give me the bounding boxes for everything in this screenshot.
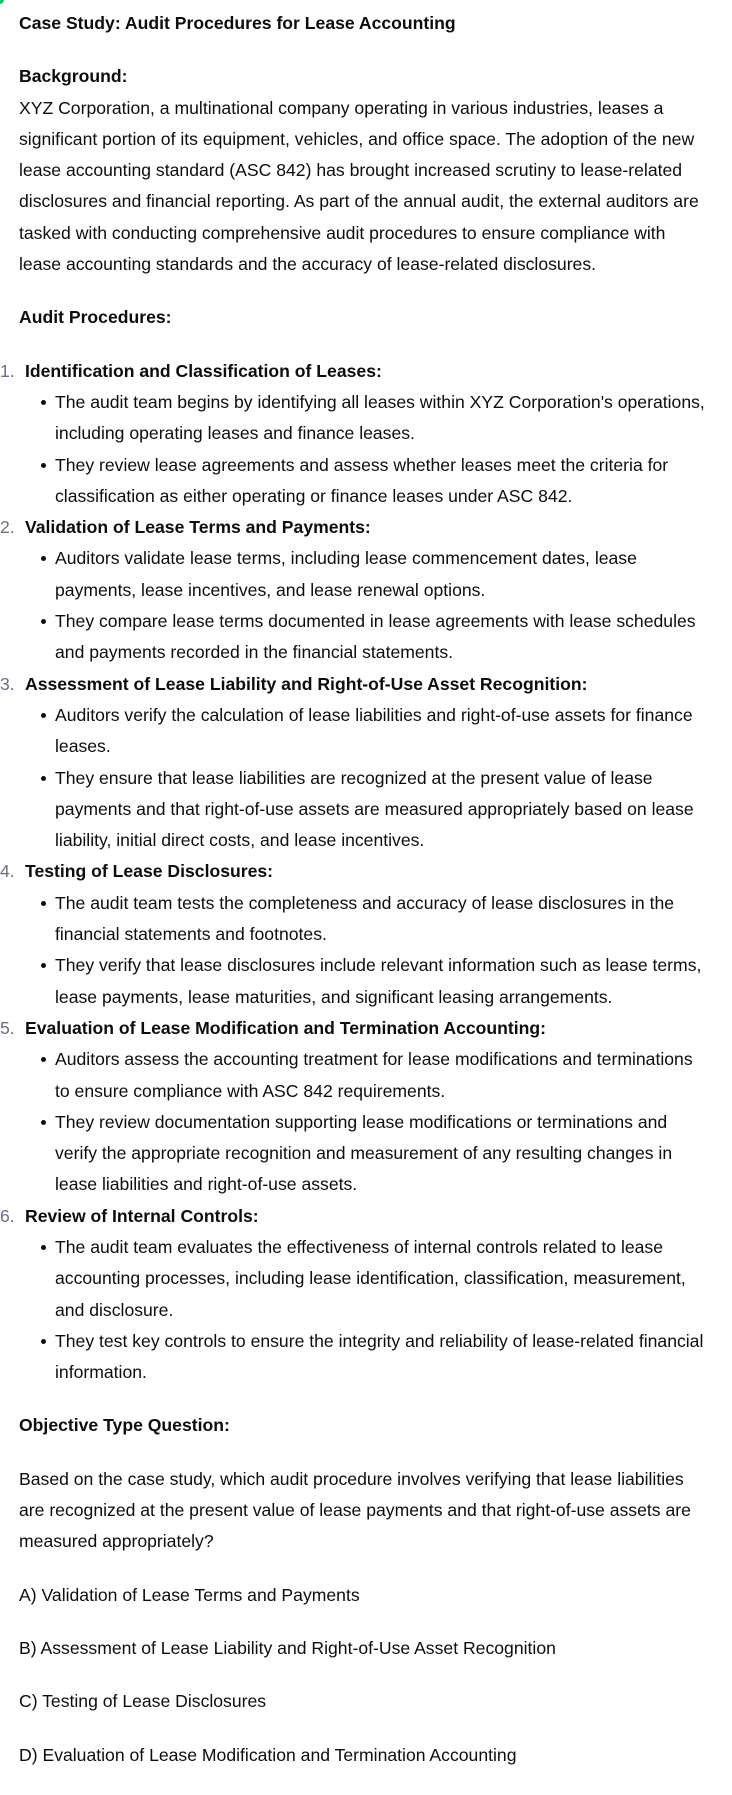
background-text: XYZ Corporation, a multinational company operating in various industries, leases a significant portion of its equipment, vehicles, and office space. The adoption of the new lease accounting standard (ASC 842) has brought increased scrutiny to lease-related disclosures and financial reporting. As part of the annual audit, the external auditors are tasked with conducting comprehensive audit procedures to ensure compliance with lease accounting standards and the accuracy of lease-related disclosures. bbox=[19, 97, 699, 275]
answer-option-c: C) Testing of Lease Disclosures bbox=[19, 1691, 267, 1712]
procedure-item bbox=[0, 669, 711, 857]
procedure-bullets bbox=[25, 387, 711, 512]
answer-option-d: D) Evaluation of Lease Modification and Termination Accounting bbox=[19, 1744, 517, 1765]
procedure-title: Review of Internal Controls: bbox=[25, 1205, 259, 1226]
procedure-title: Testing of Lease Disclosures: bbox=[25, 861, 274, 882]
procedure-bullets bbox=[25, 888, 711, 1013]
answer-option-b: B) Assessment of Lease Liability and Right-of-Use Asset Recognition bbox=[19, 1637, 556, 1658]
question-heading: Objective Type Question: bbox=[19, 1415, 230, 1436]
procedure-item bbox=[0, 856, 711, 1012]
document bbox=[0, 8, 711, 1771]
procedure-number: 4. bbox=[0, 861, 15, 882]
bullet-item: They ensure that lease liabilities are recognized at the present value of lease payments and that right-of-use assets are measured appropriately based on lease liability, initial direct costs, and lease incentives. bbox=[25, 763, 711, 857]
bullet-item: They test key controls to ensure the integrity and reliability of lease-related financial information. bbox=[25, 1326, 711, 1389]
background-heading: Background: bbox=[19, 66, 128, 87]
procedure-bullets bbox=[25, 1232, 711, 1388]
procedure-number: 6. bbox=[0, 1205, 15, 1226]
audit-procedures-heading: Audit Procedures: bbox=[19, 307, 172, 328]
procedure-number: 5. bbox=[0, 1017, 15, 1038]
procedure-title: Validation of Lease Terms and Payments: bbox=[25, 517, 371, 538]
bullet-item: They compare lease terms documented in lease agreements with lease schedules and payments recorded in the financial statements. bbox=[25, 606, 711, 669]
procedure-item bbox=[0, 1201, 711, 1389]
procedure-bullets bbox=[25, 700, 711, 856]
bullet-item: Auditors validate lease terms, including lease commencement dates, lease payments, lease incentives, and lease renewal options. bbox=[25, 543, 711, 606]
procedure-title: Identification and Classification of Leases: bbox=[25, 360, 382, 381]
bullet-item: The audit team tests the completeness and accuracy of lease disclosures in the financial statements and footnotes. bbox=[25, 888, 711, 951]
procedure-bullets bbox=[25, 543, 711, 668]
question-text: Based on the case study, which audit procedure involves verifying that lease liabilities are recognized at the present value of lease payments and that right-of-use assets are measured appropriately? bbox=[19, 1468, 691, 1552]
bullet-item: The audit team evaluates the effectiveness of internal controls related to lease accounting processes, including lease identification, classification, measurement, and disclosure. bbox=[25, 1232, 711, 1326]
bullet-item: Auditors assess the accounting treatment for lease modifications and terminations to ensure compliance with ASC 842 requirements. bbox=[25, 1044, 711, 1107]
answer-options bbox=[19, 1580, 711, 1771]
procedure-item bbox=[0, 1013, 711, 1201]
procedure-item bbox=[0, 356, 711, 512]
procedure-title: Evaluation of Lease Modification and Termination Accounting: bbox=[25, 1017, 546, 1038]
procedure-number: 3. bbox=[0, 673, 15, 694]
procedure-item bbox=[0, 512, 711, 668]
bullet-item: They review lease agreements and assess whether leases meet the criteria for classification as either operating or finance leases under ASC 842. bbox=[25, 450, 711, 513]
bullet-item: They verify that lease disclosures include relevant information such as lease terms, lease payments, lease maturities, and significant leasing arrangements. bbox=[25, 950, 711, 1013]
procedure-number: 1. bbox=[0, 360, 15, 381]
procedure-title: Assessment of Lease Liability and Right-of-Use Asset Recognition: bbox=[25, 673, 588, 694]
procedure-number: 2. bbox=[0, 517, 15, 538]
document-title: Case Study: Audit Procedures for Lease Accounting bbox=[19, 13, 456, 33]
accent-corner-mark bbox=[0, 0, 4, 4]
bullet-item: Auditors verify the calculation of lease liabilities and right-of-use assets for finance leases. bbox=[25, 700, 711, 763]
answer-option-a: A) Validation of Lease Terms and Payments bbox=[19, 1584, 360, 1605]
bullet-item: They review documentation supporting lease modifications or terminations and verify the appropriate recognition and measurement of any resulting changes in lease liabilities and right-of-use assets. bbox=[25, 1107, 711, 1201]
procedure-bullets bbox=[25, 1044, 711, 1200]
procedures-list bbox=[0, 356, 711, 1389]
bullet-item: The audit team begins by identifying all leases within XYZ Corporation's operations, including operating leases and finance leases. bbox=[25, 387, 711, 450]
